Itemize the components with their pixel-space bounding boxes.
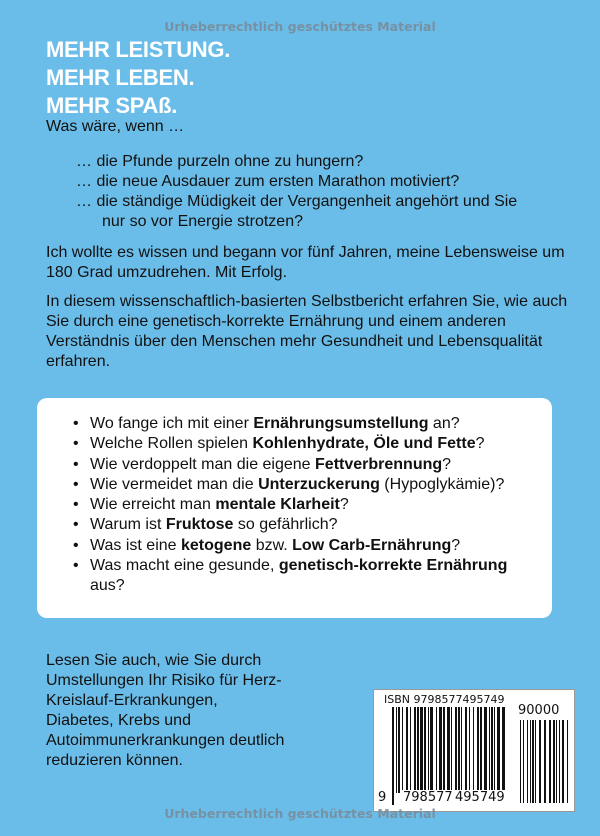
headline-line: MEHR SPAß. (46, 93, 178, 118)
barcode-bar (520, 720, 521, 803)
barcode-bar (523, 720, 524, 803)
bullet-bold: Unterzuckerung (258, 475, 380, 493)
bullet-text: ? (442, 455, 452, 473)
bullet-bold: Kohlenhydrate, Öle und Fette (252, 435, 476, 453)
barcode-bar (559, 720, 560, 803)
barcode-bar (417, 707, 419, 793)
barcode-bar (436, 707, 437, 793)
bullet-text: Wie vermeidet man die (90, 475, 259, 493)
bullet-item (73, 455, 543, 475)
barcode-digit: 9 (378, 790, 387, 805)
bullet-text: Warum ist (90, 516, 166, 534)
bullet-bold: Fettverbrennung (315, 455, 443, 473)
barcode-bar (469, 707, 470, 793)
bullet-item (73, 556, 543, 597)
watermark-top: Urheberrechtlich geschütztes Material (164, 19, 436, 34)
barcode-bar (461, 707, 462, 793)
questions (76, 152, 536, 232)
watermark-bottom: Urheberrechtlich geschütztes Material (164, 806, 436, 821)
bullet-bold: Ernährungsumstellung (253, 415, 429, 432)
paragraph-1: Ich wollte es wissen und begann vor fünf Jahren, meine Lebensweise um 180 Grad umzudrehen. Mit Erfolg. (46, 244, 565, 281)
question: … die Pfunde purzeln ohne zu hungern? (76, 153, 364, 170)
barcode-bar (527, 720, 528, 803)
barcode-bar (477, 707, 479, 793)
barcode-bar (455, 707, 457, 793)
barcode-bar (424, 707, 426, 793)
bullet-item (73, 495, 543, 515)
bullet-text: Wo fange ich mit einer (90, 415, 254, 432)
bullet-text: Wie verdoppelt man die eigene (90, 455, 316, 473)
price-code: 90000 (518, 703, 560, 718)
barcode-bar (458, 707, 460, 793)
barcode-bar (544, 720, 546, 803)
barcode-bar (562, 720, 564, 803)
barcode-bar (484, 707, 487, 793)
bullet-bold: ketogene (181, 536, 252, 554)
barcode-bar (414, 707, 416, 793)
bullet-text: Welche Rollen spielen (90, 435, 253, 453)
question-box (37, 398, 552, 618)
bullet-text: ? (339, 496, 349, 514)
paragraph-2: In diesem wissenschaftlich-basierten Selbstbericht erfahren Sie, wie auch Sie durch eine genetisch-korrekte Ernährung und einem anderen Verständnis über den Menschen mehr Gesundheit und Lebensqualität erfahren. (46, 293, 568, 370)
barcode-digits-right: 495749 (455, 790, 505, 805)
barcode-bar (473, 707, 474, 793)
bullet-text: bzw. (251, 536, 293, 554)
bullet-text: an? (428, 415, 460, 432)
barcode-bar (567, 720, 568, 803)
barcode-bar (392, 707, 394, 805)
bullet-item (73, 434, 543, 454)
barcode-bar (494, 707, 495, 793)
bullet-text: ? (475, 435, 485, 453)
bullet-bold: mentale Klarheit (215, 496, 340, 514)
barcode-bar (406, 707, 408, 793)
barcode-digits-left: 798577 (403, 790, 453, 805)
barcode-bar (489, 707, 490, 793)
barcode-bar (497, 707, 500, 793)
bullet-text: Wie erreicht man (90, 496, 216, 514)
bullet-item (73, 414, 543, 434)
bullet-text: ? (451, 536, 461, 554)
barcode (373, 689, 575, 812)
bullet-text: Was macht eine gesunde, (90, 557, 279, 575)
bullet-text: Was ist eine (90, 536, 181, 554)
barcode-bar (398, 707, 400, 793)
bullet-text: so gefährlich? (233, 516, 338, 534)
barcode-bar (549, 720, 551, 803)
intro: Was wäre, wenn … (46, 118, 185, 135)
bullet-item (73, 475, 543, 495)
barcode-bar (439, 707, 442, 793)
isbn-label: ISBN 9798577495749 (384, 693, 505, 706)
barcode-bar (491, 707, 493, 793)
bullet-bold: genetisch-korrekte Ernährung (278, 557, 508, 575)
headline-line: MEHR LEBEN. (46, 65, 195, 90)
question: … die ständige Müdigkeit der Vergangenheit angehört und Sie nur so vor Energie strotzen? (76, 193, 518, 230)
bullet-item (73, 515, 543, 535)
barcode-bar (553, 720, 555, 803)
bullet-text: aus? (90, 577, 125, 595)
barcode-bar (410, 707, 411, 793)
closing-paragraph: Lesen Sie auch, wie Sie durch Umstellungen Ihr Risiko für Herz-Kreislauf-Erkrankungen, Diabetes, Krebs und Autoimmunerkrankungen deutlich reduzieren können. (46, 652, 285, 769)
barcode-bar (465, 707, 467, 793)
barcode-bar (535, 720, 536, 803)
bullet-bold: Low Carb-Ernährung (292, 536, 452, 554)
barcode-bar (430, 707, 433, 793)
barcode-bar (480, 707, 482, 793)
barcode-bar (396, 707, 397, 793)
barcode-bar (402, 707, 403, 793)
headline-line: MEHR LEISTUNG. (46, 37, 231, 62)
question: … die neue Ausdauer zum ersten Marathon motiviert? (76, 173, 460, 190)
barcode-bar (539, 720, 541, 803)
barcode-bar (443, 707, 445, 793)
barcode-bar (556, 720, 557, 803)
headline (46, 36, 230, 120)
bullet-text: (Hypoglykämie)? (379, 475, 505, 493)
bullet-bold: Fruktose (165, 516, 234, 534)
barcode-bar (420, 707, 423, 793)
barcode-bar (530, 720, 531, 803)
bullet-item (73, 536, 543, 556)
barcode-bar (428, 707, 429, 793)
barcode-bar (532, 720, 534, 803)
